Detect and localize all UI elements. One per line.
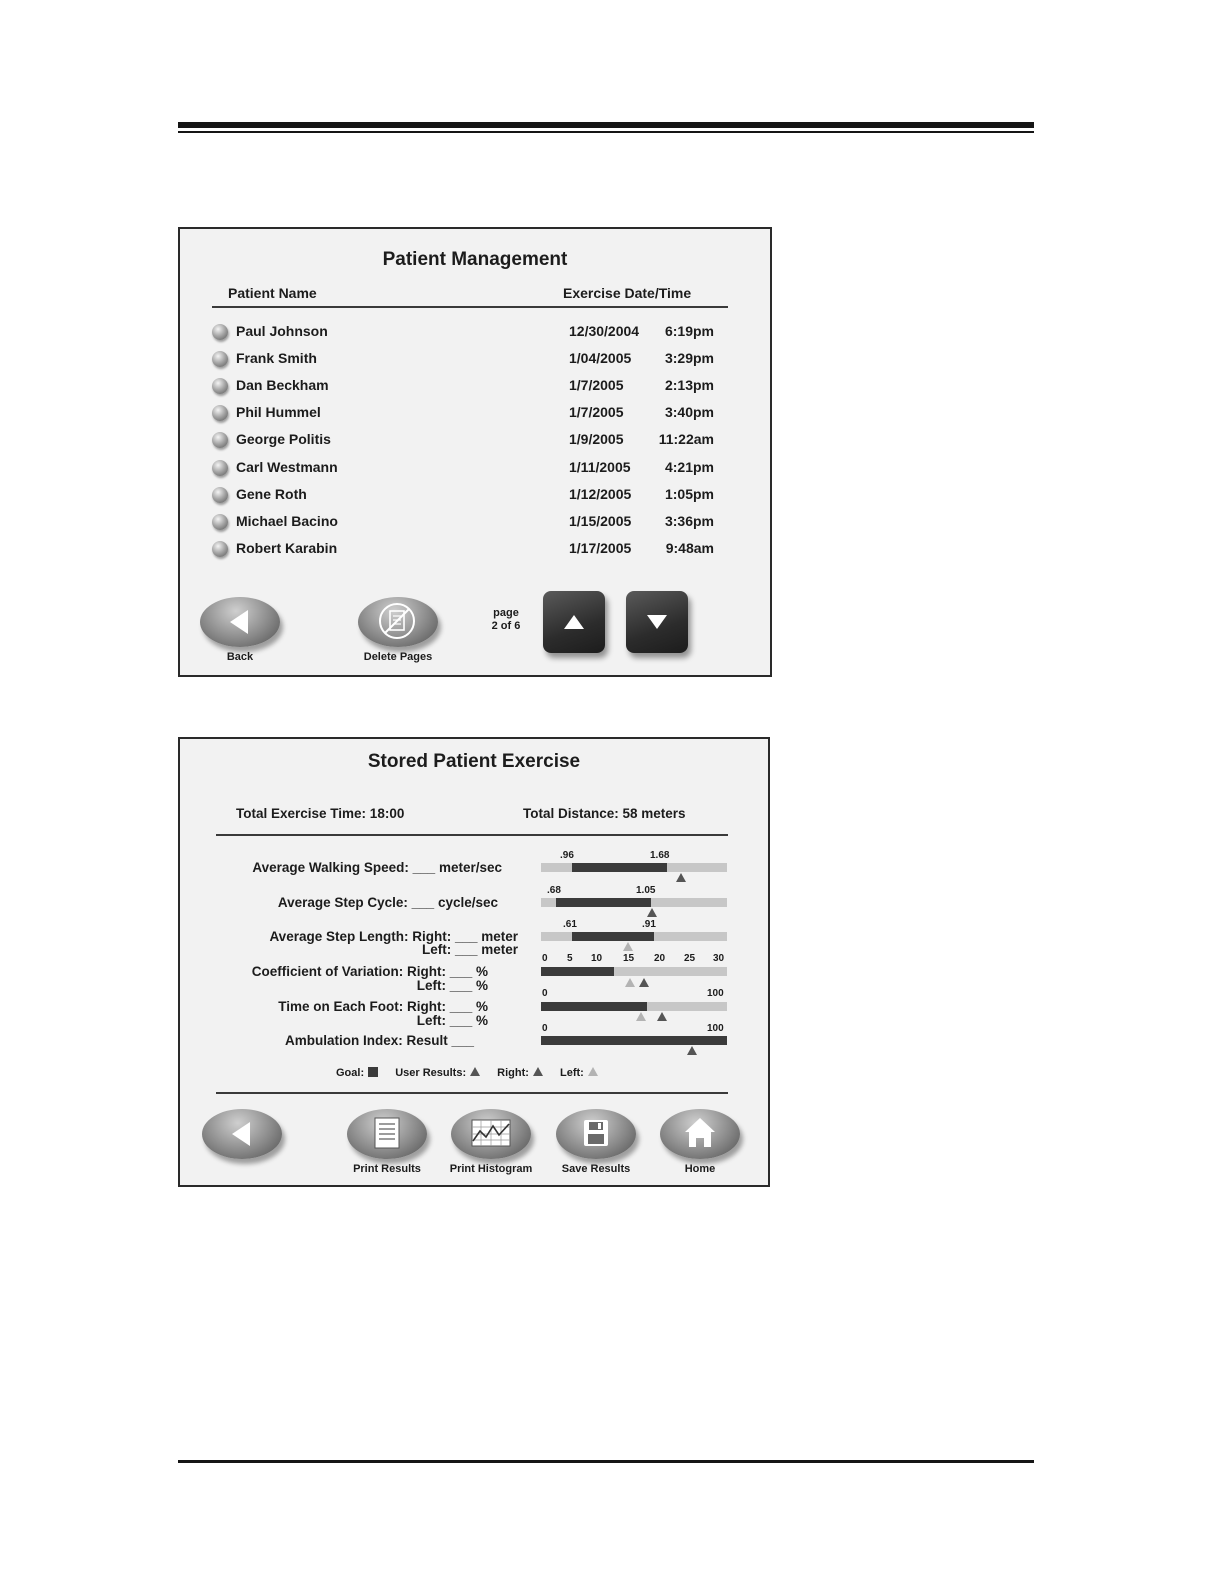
exercise-time: 3:36pm [664, 513, 714, 529]
print-results-label: Print Results [353, 1163, 421, 1175]
foot-right-label: Time on Each Foot: Right: ___ % [278, 999, 488, 1014]
header-rule-thin [178, 131, 1034, 133]
page-indicator [476, 607, 536, 633]
patient-name: Frank Smith [236, 350, 317, 366]
radio-button[interactable] [212, 460, 228, 476]
walking-speed-goal-high: 1.68 [650, 850, 670, 861]
exercise-date: 1/7/2005 [569, 377, 624, 393]
radio-button[interactable] [212, 378, 228, 394]
patient-row[interactable] [212, 484, 732, 506]
cov-scale-25: 25 [684, 953, 696, 964]
radio-button[interactable] [212, 351, 228, 367]
foot-scale-min: 0 [542, 988, 548, 999]
cov-scale-10: 10 [591, 953, 603, 964]
walking-speed-user-marker [676, 873, 686, 882]
step-length-goal-high: .91 [642, 919, 656, 930]
cov-goal-range [541, 967, 614, 976]
up-arrow-icon [559, 607, 589, 637]
legend-left-label: Left: [560, 1067, 584, 1079]
patient-name: George Politis [236, 431, 331, 447]
patient-row[interactable] [212, 375, 732, 397]
print-results-button[interactable] [347, 1109, 427, 1159]
exercise-time: 6:19pm [664, 323, 714, 339]
cov-bar [541, 967, 727, 976]
foot-left-marker [636, 1012, 646, 1021]
patient-row[interactable] [212, 457, 732, 479]
patient-row[interactable] [212, 321, 732, 343]
right-triangle-icon [533, 1067, 543, 1076]
print-histogram-label: Print Histogram [449, 1163, 533, 1175]
legend-goal-label: Goal: [336, 1067, 365, 1079]
ambulation-scale-max: 100 [707, 1023, 724, 1034]
exercise-time: 11:22am [658, 431, 714, 447]
back-arrow-icon [202, 1109, 282, 1159]
step-cycle-goal-range [556, 898, 651, 907]
legend-right-label: Right: [497, 1067, 529, 1079]
cov-left-label: Left: ___ % [416, 978, 488, 993]
cov-left-marker [625, 978, 635, 987]
legend [336, 1067, 598, 1079]
exercise-time: 4:21pm [664, 459, 714, 475]
line-chart-icon [451, 1109, 531, 1159]
patient-name: Carl Westmann [236, 459, 338, 475]
header-divider [212, 306, 728, 308]
step-length-bar [541, 932, 727, 941]
radio-button[interactable] [212, 487, 228, 503]
back-button[interactable] [202, 1109, 282, 1159]
total-distance: Total Distance: 58 meters [523, 806, 686, 821]
step-cycle-goal-high: 1.05 [636, 885, 656, 896]
left-triangle-icon [588, 1067, 598, 1076]
cov-scale-0: 0 [542, 953, 548, 964]
ambulation-scale-min: 0 [542, 1023, 548, 1034]
cov-scale-15: 15 [623, 953, 635, 964]
print-histogram-button[interactable] [451, 1109, 531, 1159]
step-length-left-label: Left: ___ meter [421, 942, 518, 957]
cov-right-label: Coefficient of Variation: Right: ___ % [251, 964, 488, 979]
exercise-date: 1/15/2005 [569, 513, 632, 529]
radio-button[interactable] [212, 405, 228, 421]
header-rule-thick [178, 122, 1034, 128]
foot-scale-max: 100 [707, 988, 724, 999]
exercise-date: 1/7/2005 [569, 404, 624, 420]
page-up-button[interactable] [543, 591, 605, 653]
patient-name: Michael Bacino [236, 513, 338, 529]
patient-name: Dan Beckham [236, 377, 329, 393]
patient-name: Phil Hummel [236, 404, 321, 420]
patient-row[interactable] [212, 429, 732, 451]
ambulation-goal-range [541, 1036, 727, 1045]
screen-title: Stored Patient Exercise [367, 751, 581, 772]
step-length-goal-range [572, 932, 654, 941]
floppy-disk-icon [556, 1109, 636, 1159]
exercise-date: 1/04/2005 [569, 350, 632, 366]
walking-speed-bar [541, 863, 727, 872]
walking-speed-goal-range [572, 863, 667, 872]
delete-document-icon [358, 597, 438, 647]
patient-name: Paul Johnson [236, 323, 328, 339]
step-cycle-bar [541, 898, 727, 907]
legend-divider [216, 1092, 728, 1094]
patient-row[interactable] [212, 402, 732, 424]
document-icon [347, 1109, 427, 1159]
screen-title: Patient Management [382, 249, 568, 270]
step-length-goal-low: .61 [563, 919, 577, 930]
delete-pages-label: Delete Pages [363, 651, 433, 663]
save-results-button[interactable] [556, 1109, 636, 1159]
legend-user-label: User Results: [395, 1067, 467, 1079]
patient-row[interactable] [212, 348, 732, 370]
step-cycle-goal-low: .68 [547, 885, 561, 896]
exercise-date: 1/11/2005 [569, 459, 631, 475]
cov-scale-30: 30 [713, 953, 725, 964]
save-results-label: Save Results [561, 1163, 631, 1175]
patient-row[interactable] [212, 511, 732, 533]
back-label: Back [226, 651, 254, 663]
walking-speed-label: Average Walking Speed: ___ meter/sec [252, 860, 502, 875]
exercise-date: 1/17/2005 [569, 540, 632, 556]
exercise-time: 2:13pm [664, 377, 714, 393]
exercise-date: 1/12/2005 [569, 486, 632, 502]
radio-button[interactable] [212, 432, 228, 448]
exercise-time: 3:29pm [664, 350, 714, 366]
user-triangle-icon [470, 1067, 480, 1076]
footer-rule [178, 1460, 1034, 1463]
exercise-time: 3:40pm [664, 404, 714, 420]
page-word: page [493, 607, 519, 619]
patient-name: Robert Karabin [236, 540, 338, 556]
delete-pages-button[interactable] [358, 597, 438, 647]
step-length-right-label: Average Step Length: Right: ___ meter [269, 929, 518, 944]
foot-left-label: Left: ___ % [416, 1013, 488, 1028]
walking-speed-goal-low: .96 [560, 850, 574, 861]
ambulation-bar [541, 1036, 727, 1045]
stored-patient-exercise-screen [178, 737, 770, 1187]
patient-name: Gene Roth [236, 486, 307, 502]
exercise-time: 1:05pm [664, 486, 714, 502]
foot-goal-range [541, 1002, 647, 1011]
cov-scale-5: 5 [567, 953, 573, 964]
page-count: 2 of 6 [491, 620, 521, 632]
home-label: Home [684, 1163, 716, 1175]
foot-right-marker [657, 1012, 667, 1021]
step-length-left-marker [623, 942, 633, 951]
down-arrow-icon [642, 607, 672, 637]
page-down-button[interactable] [626, 591, 688, 653]
column-header-exercise-datetime: Exercise Date/Time [563, 285, 692, 301]
step-cycle-label: Average Step Cycle: ___ cycle/sec [277, 895, 498, 910]
cov-right-marker [639, 978, 649, 987]
ambulation-user-marker [687, 1046, 697, 1055]
step-cycle-user-marker [647, 908, 657, 917]
home-button[interactable] [660, 1109, 740, 1159]
home-icon [660, 1109, 740, 1159]
exercise-date: 1/9/2005 [569, 431, 624, 447]
summary-divider [216, 834, 728, 836]
radio-button[interactable] [212, 324, 228, 340]
exercise-time: 9:48am [665, 540, 714, 556]
foot-bar [541, 1002, 727, 1011]
back-arrow-icon [200, 597, 280, 647]
radio-button[interactable] [212, 514, 228, 530]
radio-button[interactable] [212, 541, 228, 557]
cov-scale-20: 20 [654, 953, 666, 964]
column-header-patient-name: Patient Name [228, 285, 317, 301]
patient-management-screen [178, 227, 772, 677]
back-button[interactable] [200, 597, 280, 647]
total-exercise-time: Total Exercise Time: 18:00 [236, 806, 405, 821]
ambulation-label: Ambulation Index: Result ___ [284, 1033, 474, 1048]
patient-row[interactable] [212, 538, 732, 560]
exercise-date: 12/30/2004 [569, 323, 640, 339]
goal-swatch-icon [368, 1067, 378, 1077]
